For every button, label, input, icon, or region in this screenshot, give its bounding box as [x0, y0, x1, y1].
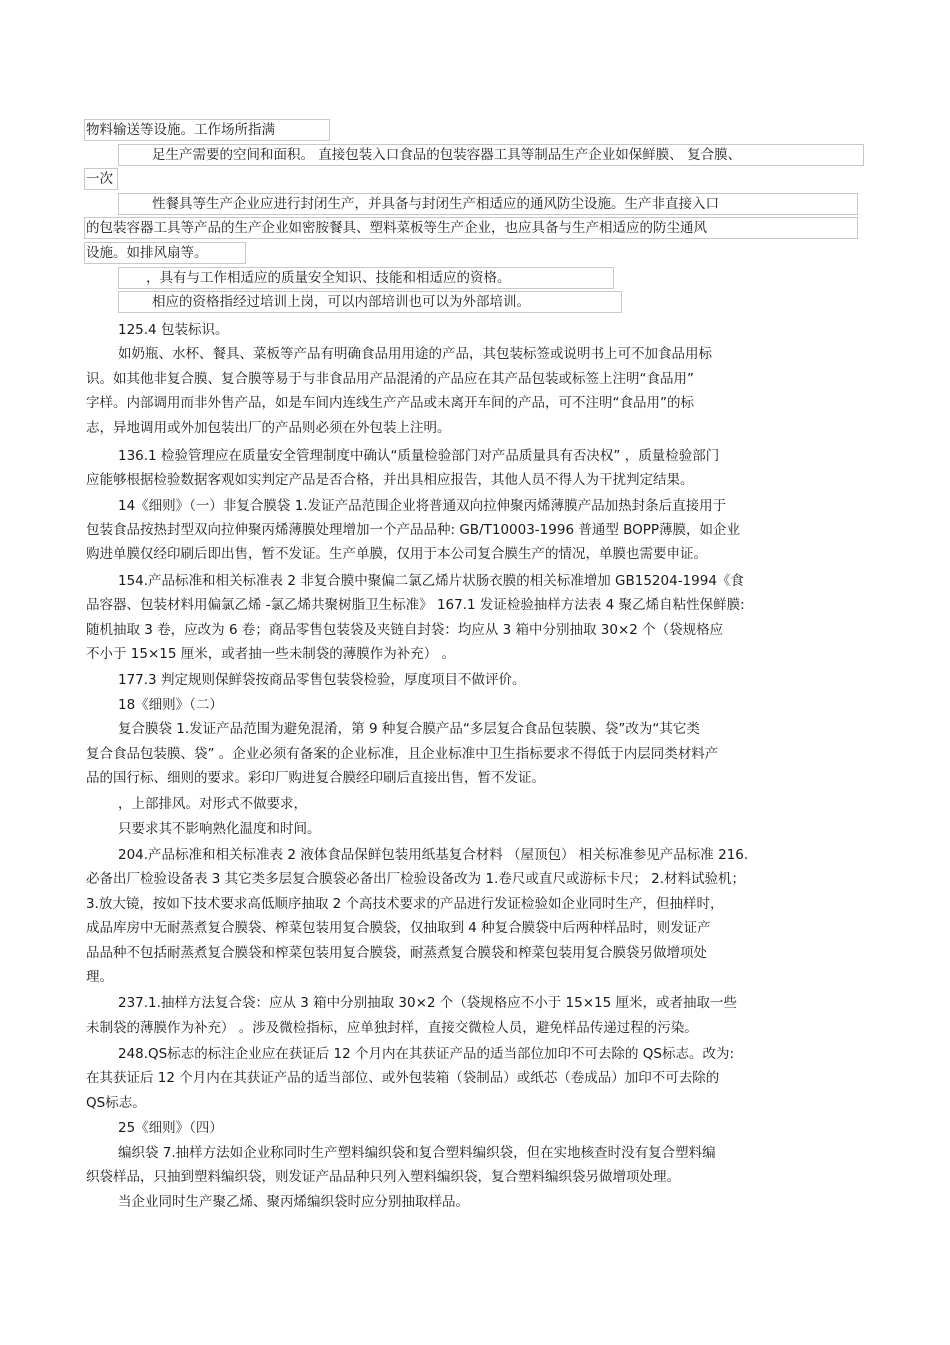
text-line: 复合食品包装膜、袋” 。企业必须有备案的企业标准，且企业标准中卫生指标要求不得低于内层同类材料产 — [86, 746, 719, 762]
text-line: 237.1.抽样方法复合袋：应从 3 箱中分别抽取 30×2 个（袋规格应不小于 15×15 厘米，或者抽取一些 — [118, 995, 738, 1011]
text-line: 177.3 判定规则保鲜袋按商品零售包装袋检验，厚度项目不做评价。 — [118, 672, 526, 688]
text-line: 品的国行标、细则的要求。彩印厂购进复合膜经印刷后直接出售，暂不发证。 — [86, 770, 545, 786]
text-line: 复合膜袋 1.发证产品范围为避免混淆，第 9 种复合膜产品“多层复合食品包装膜、袋”改为“其它类 — [118, 721, 700, 737]
section-heading: 18《细则》（二） — [118, 697, 223, 713]
text-line: 物料输送等设施。工作场所指满 — [86, 122, 275, 138]
text-line: 织袋样品，只抽到塑料编织袋，则发证产品品种只列入塑料编织袋，复合塑料编织袋另做增项处理。 — [86, 1169, 680, 1185]
section-heading: 25《细则》（四） — [118, 1120, 223, 1136]
text-line: 品容器、包装材料用偏氯乙烯 -氯乙烯共聚树脂卫生标准》 167.1 发证检验抽样方法表 4 聚乙烯自粘性保鲜膜: — [86, 597, 745, 613]
text-line: ，上部排风。对形式不做要求， — [118, 796, 307, 812]
text-line: 如奶瓶、水杯、餐具、菜板等产品有明确食品用用途的产品，其包装标签或说明书上可不加食品用标 — [118, 346, 712, 362]
text-line: 在其获证后 12 个月内在其获证产品的适当部位、或外包装箱（袋制品）或纸芯（卷成品）加印不可去除的 — [86, 1070, 720, 1086]
section-heading: 125.4 包装标识。 — [118, 322, 229, 338]
text-line: 性餐具等生产企业应进行封闭生产，并具备与封闭生产相适应的通风防尘设施。生产非直接入口 — [152, 196, 719, 212]
text-line: 248.QS标志的标注企业应在获证后 12 个月内在其获证产品的适当部位加印不可去除的 QS标志。改为: — [118, 1046, 735, 1062]
text-line: 志，异地调用或外加包装出厂的产品则必须在外包装上注明。 — [86, 420, 451, 436]
text-line: 理。 — [86, 969, 113, 985]
text-line: 14《细则》（一）非复合膜袋 1.发证产品范围企业将普通双向拉伸聚丙烯薄膜产品加热封条后直接用于 — [118, 498, 727, 514]
text-line: 品品种不包括耐蒸煮复合膜袋和榨菜包装用复合膜袋，耐蒸煮复合膜袋和榨菜包装用复合膜袋另做增项处 — [86, 945, 707, 961]
text-line: 成品库房中无耐蒸煮复合膜袋、榨菜包装用复合膜袋，仅抽取到 4 种复合膜袋中后两种样品时，则发证产 — [86, 920, 711, 936]
text-line: 设施。如排风扇等。 — [86, 245, 208, 261]
text-line: 未制袋的薄膜作为补充） 。涉及微检指标，应单独封样，直接交微检人员，避免样品传递过程的污染。 — [86, 1020, 698, 1036]
text-line: 随机抽取 3 卷，应改为 6 卷；商品零售包装袋及夹链自封袋：均应从 3 箱中分别抽取 30×2 个（袋规格应 — [86, 622, 724, 638]
text-line: 必备出厂检验设备表 3 其它类多层复合膜袋必备出厂检验设备改为 1.卷尺或直尺或游标卡尺； 2.材料试验机； — [86, 871, 746, 887]
text-line: 3.放大镜，按如下技术要求高低顺序抽取 2 个高技术要求的产品进行发证检验如企业同时生产，但抽样时， — [86, 896, 724, 912]
text-line: 识。如其他非复合膜、复合膜等易于与非食品用产品混淆的产品应在其产品包装或标签上注明“食品用” — [86, 371, 694, 387]
text-line: 的包装容器工具等产品的生产企业如密胺餐具、塑料菜板等生产企业，也应具备与生产相适应的防尘通风 — [86, 220, 707, 236]
text-line: 154.产品标准和相关标准表 2 非复合膜中聚偏二氯乙烯片状肠衣膜的相关标准增加 GB15204-1994《食 — [118, 573, 744, 589]
text-line: 编织袋 7.抽样方法如企业称同时生产塑料编织袋和复合塑料编织袋，但在实地核查时没有复合塑料编 — [118, 1145, 716, 1161]
text-line: 足生产需要的空间和面积。 直接包装入口食品的包装容器工具等制品生产企业如保鲜膜、 复合膜、 — [152, 147, 742, 163]
text-line: 购进单膜仅经印刷后即出售，暂不发证。生产单膜，仅用于本公司复合膜生产的情况，单膜也需要申证。 — [86, 546, 707, 562]
text-line: 136.1 检验管理应在质量安全管理制度中确认“质量检验部门对产品质量具有否决权” ，质量检验部门 — [118, 448, 720, 464]
text-line: 204.产品标准和相关标准表 2 液体食品保鲜包装用纸基复合材料 （屋顶包） 相关标准参见产品标准 216. — [118, 847, 749, 863]
text-line: 只要求其不影响熟化温度和时间。 — [118, 821, 321, 837]
text-line: 相应的资格指经过培训上岗，可以内部培训也可以为外部培训。 — [152, 294, 530, 310]
text-line: ，具有与工作相适应的质量安全知识、技能和相适应的资格。 — [146, 270, 511, 286]
text-line: 包装食品按热封型双向拉伸聚丙烯薄膜处理增加一个产品品种: GB/T10003-1996 普通型 BOPP薄膜，如企业 — [86, 522, 741, 538]
text-line: 字样。内部调用而非外售产品，如是车间内连线生产产品或未离开车间的产品，可不注明“食品用”的标 — [86, 395, 694, 411]
text-line: 当企业同时生产聚乙烯、聚丙烯编织袋时应分别抽取样品。 — [118, 1194, 469, 1210]
text-line: 不小于 15×15 厘米，或者抽一些未制袋的薄膜作为补充） 。 — [86, 646, 456, 662]
text-line: QS标志。 — [86, 1095, 146, 1111]
text-line: 应能够根据检验数据客观如实判定产品是否合格，并出具相应报告，其他人员不得人为干扰判定结果。 — [86, 472, 694, 488]
text-line: 一次 — [86, 171, 113, 187]
